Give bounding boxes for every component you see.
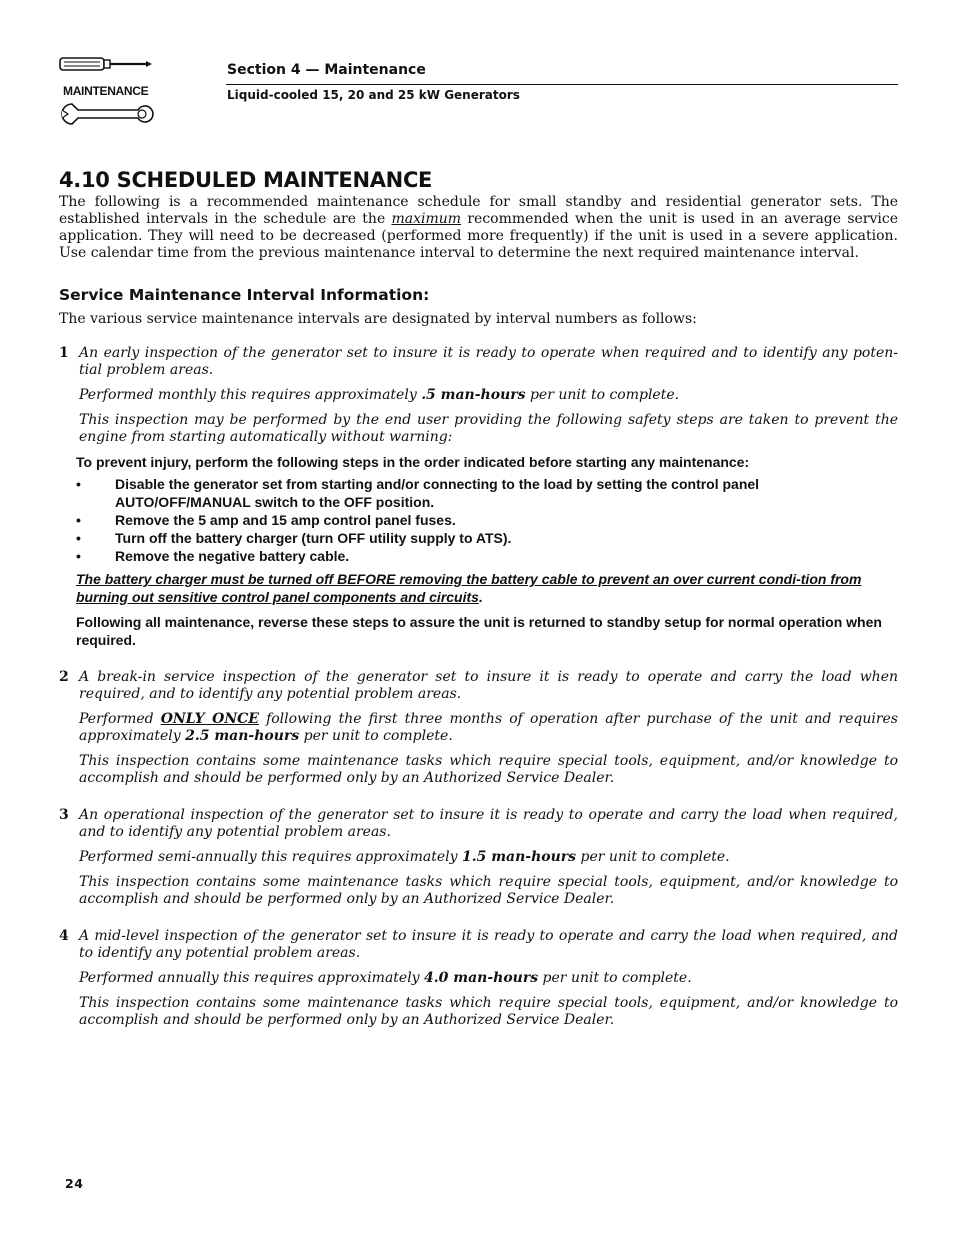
warning-period: . — [478, 588, 483, 605]
after-maintenance-note: Following all maintenance, reverse these steps to assure the unit is returned to standby setup for normal operation when required. — [76, 614, 882, 648]
bullet: • — [76, 476, 81, 492]
performed-text-mid: following the first three months of operation after purchase of the unit and requires approximately — [79, 711, 898, 744]
interval-performed — [79, 711, 898, 745]
safety-step-text: Remove the negative battery cable. — [115, 548, 350, 564]
list-item — [76, 547, 898, 565]
safety-steps-list — [76, 475, 898, 565]
interval-item-3 — [59, 807, 898, 908]
performed-text-end: per unit to complete. — [525, 387, 680, 403]
interval-note: This inspection contains some maintenance tasks which require special tools, equipment, and/or knowledge to accomplish and should be performed only by an Authorized Service Dealer. — [79, 753, 898, 786]
maintenance-logo — [58, 54, 158, 130]
performed-text: Performed annually this requires approximately — [79, 970, 425, 986]
interval-description: An operational inspection of the generator set to insure it is ready to operate and carry the load when required, and to identify any potential problem areas. — [79, 807, 898, 840]
header-subtitle: Liquid-cooled 15, 20 and 25 kW Generators — [227, 88, 520, 102]
interval-description: A break-in service inspection of the generator set to insure it is ready to operate and carry the load when required, and to identify any potential problem areas. — [79, 669, 898, 702]
performed-text: Performed semi-annually this requires approximately — [79, 849, 462, 865]
interval-item-4 — [59, 928, 898, 1029]
interval-description: An early inspection of the generator set to insure it is ready to operate when required and to identify any poten-tial problem areas. — [79, 345, 898, 378]
wrench-icon — [58, 100, 154, 128]
sub-intro: The various service maintenance intervals are designated by interval numbers as follows: — [59, 311, 697, 327]
header-rule — [226, 84, 898, 85]
man-hours: 4.0 man-hours — [424, 970, 539, 986]
warning-text: The battery charger must be turned off BEFORE removing the battery cable to prevent an over current condi-tion from burning out sensitive control panel components and circuits — [76, 571, 862, 605]
interval-number: 4 — [59, 928, 69, 944]
interval-performed — [79, 849, 898, 866]
man-hours: .5 man-hours — [421, 387, 526, 403]
interval-item-2 — [59, 669, 898, 787]
logo-label: MAINTENANCE — [63, 84, 149, 98]
performed-text-end: per unit to complete. — [576, 849, 730, 865]
bullet: • — [76, 530, 81, 546]
interval-number: 2 — [59, 669, 69, 685]
safety-step-text: Disable the generator set from starting and/or connecting to the load by setting the control panel AUTO/OFF/MANUAL switch to the OFF position. — [115, 476, 760, 510]
subheading: Service Maintenance Interval Information: — [59, 286, 430, 304]
list-item — [76, 475, 898, 511]
man-hours: 1.5 man-hours — [462, 849, 577, 865]
interval-performed — [79, 387, 898, 404]
performed-text-end: per unit to complete. — [538, 970, 692, 986]
man-hours: 2.5 man-hours — [185, 728, 300, 744]
interval-item-1 — [59, 345, 898, 446]
list-item — [76, 511, 898, 529]
interval-note: This inspection contains some maintenance tasks which require special tools, equipment, and/or knowledge to accomplish and should be performed only by an Authorized Service Dealer. — [79, 995, 898, 1028]
intro-paragraph — [59, 194, 898, 262]
intro-text-1: The following is a recommended maintenance schedule for small standby and residential generator sets. The established intervals in the schedule are the — [59, 194, 898, 227]
only-once-emphasis: ONLY ONCE — [160, 711, 259, 727]
interval-description: A mid-level inspection of the generator set to insure it is ready to operate and carry the load when required, and to identify any potential problem areas. — [79, 928, 898, 961]
performed-text: Performed — [79, 711, 161, 727]
battery-warning — [76, 571, 898, 606]
interval-note: This inspection may be performed by the end user providing the following safety steps are taken to prevent the engine from starting automatically without warning: — [79, 412, 898, 445]
bullet: • — [76, 548, 81, 564]
interval-performed — [79, 970, 898, 987]
performed-text: Performed monthly this requires approximately — [79, 387, 422, 403]
page-number: 24 — [65, 1176, 84, 1191]
interval-note: This inspection contains some maintenance tasks which require special tools, equipment, and/or knowledge to accomplish and should be performed only by an Authorized Service Dealer. — [79, 874, 898, 907]
bullet: • — [76, 512, 81, 528]
header-section-title: Section 4 — Maintenance — [227, 62, 426, 78]
intro-emphasis: maximum — [391, 211, 462, 227]
page-title: 4.10 SCHEDULED MAINTENANCE — [59, 168, 433, 192]
interval-number: 1 — [59, 345, 69, 361]
interval-number: 3 — [59, 807, 69, 823]
page-content — [59, 166, 898, 1029]
safety-step-text: Turn off the battery charger (turn OFF utility supply to ATS). — [115, 530, 512, 546]
performed-text-end: per unit to complete. — [299, 728, 453, 744]
intro-text-2: recommended when the unit is used in an average service application. They will need to be decreased (performed more frequently) if the unit is used in a severe application. Use calendar time from the previous maintenance interval to determine the next required maintenance interval. — [59, 211, 898, 261]
screwdriver-icon — [58, 54, 154, 74]
safety-heading: To prevent injury, perform the following steps in the order indicated before starting any maintenance: — [76, 454, 750, 470]
safety-block — [76, 453, 898, 649]
list-item — [76, 529, 898, 547]
safety-step-text: Remove the 5 amp and 15 amp control panel fuses. — [115, 512, 456, 528]
